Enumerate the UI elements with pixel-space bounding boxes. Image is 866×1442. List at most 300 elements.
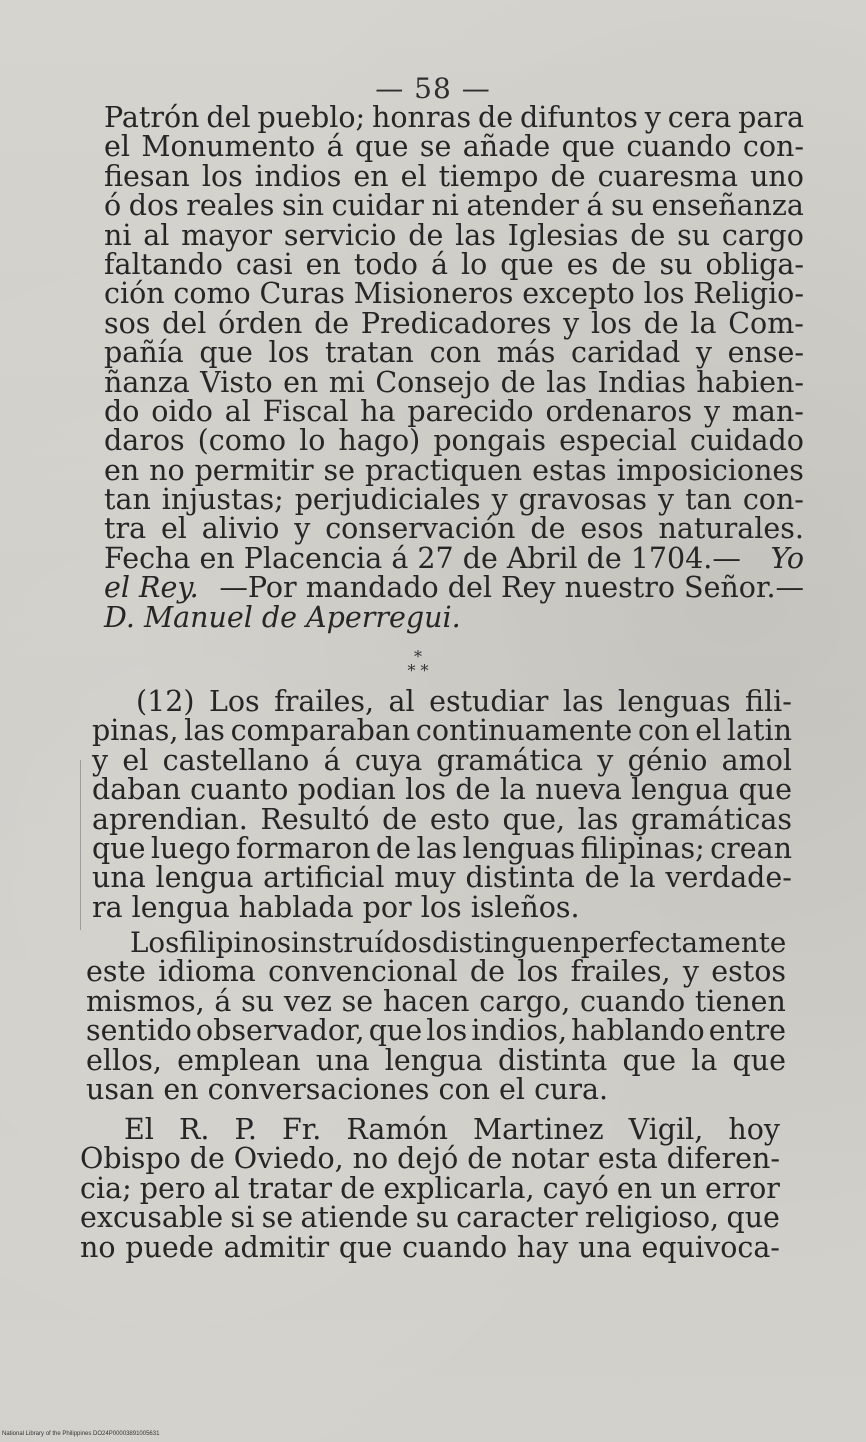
word: al	[213, 1171, 240, 1205]
text-line	[104, 130, 804, 164]
word: vez	[283, 984, 332, 1018]
text-line	[104, 103, 804, 132]
word: que	[92, 831, 146, 865]
word: con-	[742, 483, 804, 517]
word: órden	[218, 306, 303, 340]
word: ó	[104, 189, 122, 223]
word: sos	[104, 306, 151, 340]
word: génio	[627, 743, 708, 777]
word: latin	[726, 714, 792, 748]
word: difuntos	[520, 101, 638, 134]
word: de	[584, 861, 620, 895]
text-line	[86, 1014, 786, 1048]
word: observador,	[195, 1014, 365, 1048]
word: comparaban	[230, 714, 411, 748]
word: y	[658, 483, 675, 517]
word: hay	[516, 1230, 569, 1264]
word: Resultó	[260, 802, 370, 836]
word: alivio	[201, 512, 280, 546]
word: filipinas;	[580, 831, 705, 865]
word: este	[86, 955, 146, 989]
word: de	[382, 802, 418, 836]
word: los	[426, 1014, 468, 1048]
word: de	[611, 247, 647, 281]
word: de	[408, 218, 444, 252]
word: Misioneros	[353, 277, 514, 311]
word: equivoca-	[641, 1230, 780, 1264]
word: el	[400, 159, 427, 193]
word: emplean	[177, 1043, 301, 1077]
word: la	[629, 861, 656, 895]
word: cuando	[580, 984, 686, 1018]
word: del	[206, 101, 251, 134]
word: y	[695, 336, 712, 370]
word: los	[590, 306, 632, 340]
word: pañía	[104, 336, 184, 370]
decree-date-line	[104, 541, 804, 575]
word: lo	[460, 247, 488, 281]
word: castellano	[162, 743, 310, 777]
word: daban	[92, 773, 181, 807]
word: tienen	[694, 984, 786, 1018]
word: lengua	[631, 773, 730, 807]
word: Los	[208, 685, 260, 718]
word: esos	[580, 512, 644, 546]
word: pueblo;	[257, 101, 366, 134]
word: las	[416, 831, 458, 865]
word: excepto	[522, 277, 635, 311]
word: Obispo	[80, 1142, 181, 1176]
text-line	[86, 928, 786, 957]
word: tan	[104, 483, 151, 517]
text-line	[80, 1142, 780, 1176]
word: una	[92, 861, 146, 895]
word: mayor	[181, 218, 273, 252]
word: de	[314, 306, 350, 340]
word: cayó	[542, 1171, 609, 1205]
word: naturales.	[658, 512, 804, 546]
word: de	[455, 773, 491, 807]
word: continuamente	[415, 714, 633, 748]
separator-star-top: *	[414, 647, 422, 666]
word: Ramón	[346, 1113, 448, 1146]
word: como	[173, 277, 251, 311]
word: hago)	[338, 424, 421, 458]
word: P.	[234, 1113, 257, 1146]
text-line	[80, 1230, 780, 1264]
word: su	[610, 189, 644, 223]
word: perjudiciales	[294, 483, 481, 517]
word: y	[597, 743, 614, 777]
page-number: — 58 —	[375, 72, 491, 105]
word: de	[469, 955, 506, 989]
text-line	[104, 483, 804, 517]
word: que,	[502, 802, 566, 836]
word: notar	[511, 1142, 589, 1176]
word: cuidar	[331, 189, 424, 223]
word: de	[630, 218, 666, 252]
word: mi	[328, 365, 365, 399]
word: de	[643, 306, 679, 340]
word: daros	[104, 424, 185, 458]
word: do	[104, 394, 140, 428]
word: más	[496, 336, 556, 370]
word: injustas;	[161, 483, 284, 517]
word: tiempo	[438, 159, 539, 193]
word: idioma	[158, 955, 256, 989]
word: atender	[466, 189, 579, 223]
word: Los	[130, 926, 180, 959]
text-line	[92, 743, 792, 777]
word: en	[104, 453, 140, 487]
word: uno	[750, 159, 804, 193]
word: Religio-	[693, 277, 804, 311]
word: crean	[710, 831, 792, 865]
word: los	[405, 773, 447, 807]
word: filipinos	[179, 926, 292, 959]
word: conservación	[325, 512, 516, 546]
text-line	[80, 1171, 780, 1205]
word: oido	[151, 394, 213, 428]
word: pinas,	[92, 714, 179, 748]
word: Visto	[200, 365, 273, 399]
word: cia;	[80, 1171, 132, 1205]
text-line	[86, 1043, 786, 1077]
word: que	[738, 773, 792, 807]
text-line	[92, 831, 792, 865]
text-line	[92, 802, 792, 836]
word: no	[80, 1230, 116, 1264]
text-line	[80, 1115, 780, 1144]
word: hacen	[382, 984, 470, 1018]
word: entre	[708, 1014, 786, 1048]
word: error	[704, 1171, 780, 1205]
word: cuidado	[689, 424, 804, 458]
word: distinta	[497, 1043, 608, 1077]
word: de	[375, 831, 412, 865]
word: servicio	[283, 218, 397, 252]
word: cuaresma	[597, 159, 739, 193]
paragraph-filipinos	[86, 928, 786, 1104]
word: de	[550, 159, 586, 193]
word: con-	[742, 130, 804, 164]
word: parecido	[407, 394, 534, 428]
word: un	[660, 1171, 697, 1205]
word: cuando	[402, 1230, 508, 1264]
word: fili-	[745, 685, 792, 718]
word: y	[703, 394, 721, 428]
word: esto	[429, 802, 490, 836]
word: que	[726, 1201, 780, 1235]
word: en	[353, 159, 389, 193]
word: cuya	[354, 743, 423, 777]
text-line: usan en conversaciones con el cura.	[86, 1072, 609, 1106]
word: los	[517, 955, 559, 989]
word: dos	[128, 189, 179, 223]
word: en	[616, 1171, 653, 1205]
word: las	[184, 714, 225, 748]
word: á	[586, 189, 604, 223]
word: el	[695, 714, 722, 748]
decree-date: Fecha en Placencia á 27 de Abril de 1704.—	[104, 541, 741, 575]
word: esta	[597, 1142, 658, 1176]
word: artificial	[263, 861, 385, 895]
word: una	[315, 1043, 370, 1077]
word: al	[224, 394, 251, 428]
word: al	[388, 685, 415, 718]
word: fiesan	[104, 159, 190, 193]
word: instruídos	[291, 926, 432, 959]
text-line	[104, 394, 804, 428]
word: distinguen	[431, 926, 581, 959]
word: el	[160, 512, 187, 546]
word: distinta	[465, 861, 575, 895]
word: que	[199, 336, 253, 370]
word: ense-	[727, 336, 804, 370]
word: á	[326, 130, 344, 164]
word: una	[578, 1230, 632, 1264]
library-credit: National Library of the Philippines DO24P00003891005631	[2, 1431, 160, 1437]
text-line	[104, 336, 804, 370]
word: y	[491, 483, 508, 517]
word: dejó	[397, 1142, 459, 1176]
word: al	[143, 218, 170, 252]
word: en	[305, 247, 341, 281]
word: amol	[721, 743, 792, 777]
text-line	[104, 247, 804, 281]
word: hoy	[728, 1113, 780, 1146]
word: ción	[104, 277, 165, 311]
word: su	[677, 218, 711, 252]
word: permitir	[194, 453, 314, 487]
word: estudiar	[429, 685, 549, 718]
word: tratan	[325, 336, 414, 370]
word: verdade-	[665, 861, 792, 895]
word: Curas	[259, 277, 345, 311]
word: cuando	[626, 130, 732, 164]
word: Vigil,	[628, 1113, 704, 1146]
word: de	[530, 512, 566, 546]
word: El	[124, 1113, 154, 1146]
word: sin	[281, 189, 325, 223]
word: la	[691, 1043, 718, 1077]
word: nueva	[535, 773, 622, 807]
word: que	[622, 1043, 676, 1077]
signature-yo: Yo	[770, 541, 804, 575]
word: con	[637, 714, 690, 748]
word: man-	[731, 394, 804, 428]
word: indios	[254, 159, 342, 193]
word: pero	[139, 1171, 206, 1205]
word: cuanto	[190, 773, 289, 807]
word: perfectamente	[580, 926, 787, 959]
word: Monumento	[141, 130, 316, 164]
word: cera	[667, 101, 732, 134]
word: tra	[104, 512, 147, 546]
footnote-12	[92, 687, 792, 922]
word: aprendian.	[92, 802, 248, 836]
word: que	[500, 247, 554, 281]
word: cargo,	[479, 984, 571, 1018]
text-line	[104, 306, 804, 340]
word: luego	[150, 831, 231, 865]
word: atiende	[300, 1201, 409, 1235]
word: es	[566, 247, 599, 281]
word: imposiciones	[616, 453, 804, 487]
word: que	[355, 130, 409, 164]
word: faltando	[104, 247, 223, 281]
word: excusable	[80, 1201, 224, 1235]
word: y	[644, 101, 661, 134]
word: sentido	[86, 1014, 192, 1048]
text-line	[92, 687, 792, 716]
word: hablando	[571, 1014, 705, 1048]
word: estos	[711, 955, 786, 989]
text-line	[92, 773, 792, 807]
word: á	[430, 247, 448, 281]
word: Fiscal	[262, 394, 349, 428]
word: Indias	[597, 365, 686, 399]
word: que	[338, 1230, 393, 1264]
word: religioso,	[584, 1201, 720, 1235]
word: ordenaros	[545, 394, 693, 428]
word: gramática	[436, 743, 583, 777]
word: en	[283, 365, 319, 399]
word: con	[429, 336, 482, 370]
word: especial	[559, 424, 677, 458]
word: reales	[186, 189, 275, 223]
word: indios,	[471, 1014, 568, 1048]
word: los	[643, 277, 685, 311]
signature-el-rey: el Rey.	[104, 571, 199, 605]
word: el	[104, 130, 130, 164]
word: y	[92, 743, 109, 777]
word: frailes,	[274, 685, 375, 718]
decree-order-text: —Por mandado del Rey nuestro Señor.—	[219, 571, 804, 605]
word: se	[261, 1201, 294, 1235]
word: añade	[462, 130, 551, 164]
section-separator	[388, 647, 448, 680]
word: practiquen	[364, 453, 523, 487]
word: las	[577, 802, 619, 836]
word: honras	[371, 101, 472, 134]
word: mismos,	[86, 984, 205, 1018]
text-line	[104, 365, 804, 399]
word: á	[214, 984, 232, 1018]
separator-stars-bottom: * *	[407, 661, 429, 680]
word: su	[415, 1201, 449, 1235]
word: explicarla,	[383, 1171, 535, 1205]
word: lengua	[155, 861, 254, 895]
text-line	[104, 277, 804, 311]
word: no	[149, 453, 185, 487]
word: se	[419, 130, 452, 164]
word: casi	[235, 247, 293, 281]
royal-decree-quote	[104, 103, 804, 632]
word: si	[230, 1201, 255, 1235]
word: la	[690, 306, 717, 340]
word: formaron	[236, 831, 371, 865]
word: tratar	[247, 1171, 333, 1205]
word: gramáticas	[630, 802, 792, 836]
word: muy	[394, 861, 456, 895]
word: lo	[299, 424, 326, 458]
word: Oviedo,	[233, 1142, 344, 1176]
word: ellos,	[86, 1043, 162, 1077]
decree-secretary: D. Manuel de Aperregui.	[104, 600, 461, 634]
word: gravosas	[518, 483, 648, 517]
word: Patrón	[104, 101, 200, 134]
word: y	[563, 306, 580, 340]
word: que	[561, 130, 616, 164]
word: para	[738, 101, 804, 134]
text-line	[92, 861, 792, 895]
word: la	[499, 773, 526, 807]
word: caridad	[571, 336, 681, 370]
word: se	[323, 453, 356, 487]
word: pongais	[433, 424, 547, 458]
word: frailes,	[570, 955, 671, 989]
word: lenguas	[462, 831, 576, 865]
word: todo	[353, 247, 418, 281]
text-line: ra lengua hablada por los isleños.	[92, 890, 580, 924]
word: su	[241, 984, 275, 1018]
word: del	[162, 306, 207, 340]
word: (como	[197, 424, 287, 458]
word: Predicadores	[360, 306, 552, 340]
word: los	[201, 159, 243, 193]
word: su	[659, 247, 693, 281]
word: las	[562, 685, 604, 718]
word: las	[455, 218, 496, 252]
text-line	[104, 453, 804, 487]
text-line	[80, 1201, 780, 1235]
word: estas	[532, 453, 607, 487]
word: enseñanza	[651, 189, 804, 223]
word: ha	[360, 394, 396, 428]
word: ni	[104, 218, 132, 252]
decree-signature-line	[104, 571, 804, 605]
text-line	[104, 159, 804, 193]
word: Consejo	[375, 365, 491, 399]
word: puede	[125, 1230, 214, 1264]
word: caracter	[456, 1201, 578, 1235]
text-line	[104, 218, 804, 252]
word: de	[189, 1142, 225, 1176]
word: habien-	[696, 365, 804, 399]
word: el	[122, 743, 149, 777]
word: diferen-	[666, 1142, 780, 1176]
word: lenguas	[618, 685, 731, 718]
word: los	[268, 336, 310, 370]
word: ni	[431, 189, 459, 223]
paragraph-martinez-vigil	[80, 1115, 780, 1262]
text-line	[104, 424, 804, 458]
word: cargo	[721, 218, 804, 252]
word: de	[467, 1142, 503, 1176]
word: convencional	[268, 955, 458, 989]
word: las	[546, 365, 587, 399]
word: de	[340, 1171, 376, 1205]
word: se	[341, 984, 374, 1018]
word: y	[294, 512, 311, 546]
text-line	[104, 189, 804, 223]
word: no	[352, 1142, 389, 1176]
margin-mark	[80, 760, 81, 930]
word: podian	[297, 773, 396, 807]
word: Martinez	[472, 1113, 604, 1146]
word: que	[368, 1014, 423, 1048]
